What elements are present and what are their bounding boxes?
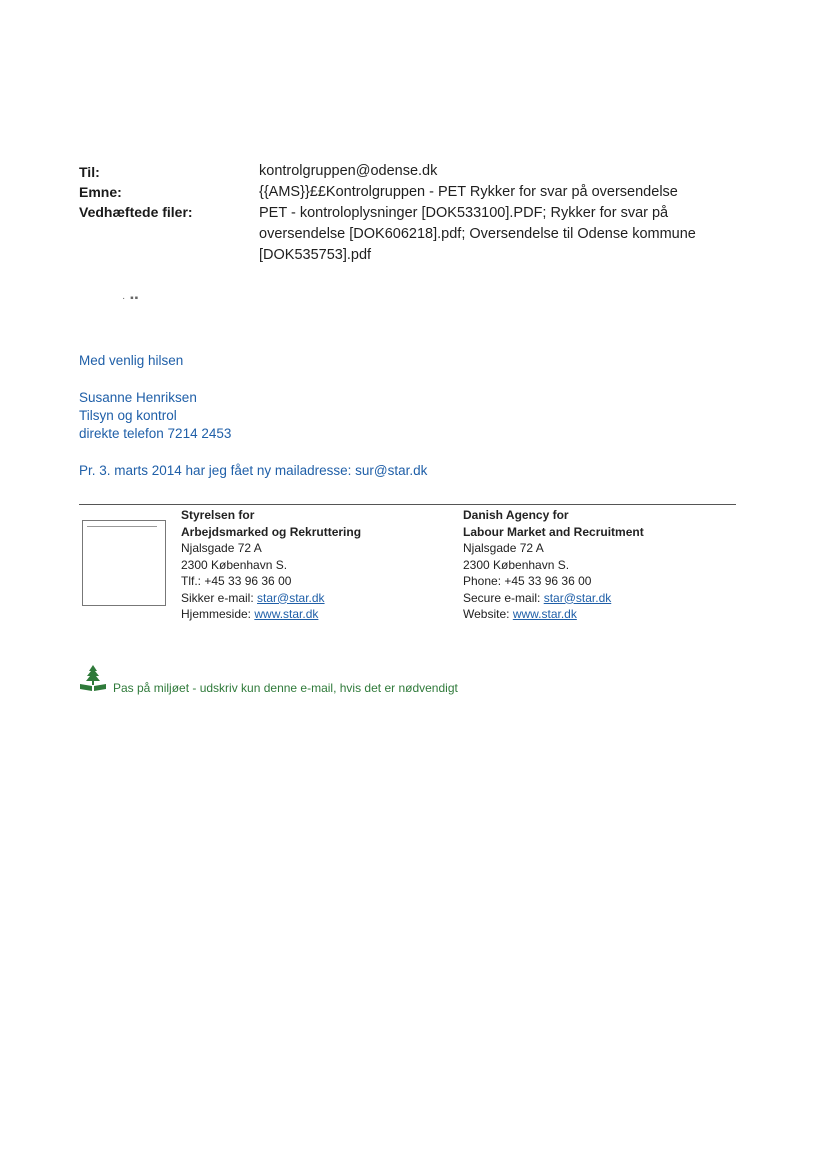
sig-en-web-label: Website: — [463, 607, 513, 621]
sig-da-street: Njalsgade 72 A — [181, 541, 262, 555]
attachment-line: PET - kontroloplysninger [DOK533100].PDF; Rykker for svar på — [259, 205, 669, 221]
sender-name: Susanne Henriksen — [79, 390, 197, 405]
sig-da-web-label: Hjemmeside: — [181, 607, 255, 621]
sig-da-web-row — [181, 606, 361, 623]
attachments-label: Vedhæftede filer: — [79, 204, 193, 220]
to-label: Til: — [79, 164, 100, 180]
sender-phone: direkte telefon 7214 2453 — [79, 426, 232, 441]
sig-da-phone: Tlf.: +45 33 96 36 00 — [181, 574, 292, 588]
signature-divider — [79, 504, 736, 505]
subject-label: Emne: — [79, 184, 122, 200]
sig-en-title2: Labour Market and Recruitment — [463, 524, 644, 539]
attachments-value — [259, 203, 729, 266]
agency-logo-placeholder — [82, 520, 166, 606]
signature-english — [463, 507, 644, 623]
sig-da-email-link[interactable]: star@star.dk — [257, 590, 325, 605]
sender-department: Tilsyn og kontrol — [79, 408, 177, 423]
sig-en-email-label: Secure e-mail: — [463, 590, 544, 605]
stray-marks: · ▪▪ — [122, 293, 140, 304]
mail-change-notice: Pr. 3. marts 2014 har jeg fået ny mailadresse: sur@star.dk — [79, 463, 428, 478]
sig-en-web-link[interactable]: www.star.dk — [512, 607, 577, 621]
sig-da-web-link[interactable]: www.star.dk — [254, 607, 319, 621]
sig-en-email-row — [463, 590, 644, 607]
eco-notice — [79, 664, 458, 697]
attachment-line: oversendelse [DOK606218].pdf; Oversendelse til Odense kommune — [259, 226, 696, 242]
sig-en-web-row — [463, 606, 644, 623]
tree-book-icon — [79, 664, 107, 697]
sig-en-city: 2300 København S. — [463, 557, 570, 572]
to-value: kontrolgruppen@odense.dk — [259, 163, 438, 179]
sig-en-phone: Phone: +45 33 96 36 00 — [463, 574, 592, 588]
sig-en-email-link[interactable]: star@star.dk — [543, 590, 612, 605]
eco-notice-text: Pas på miljøet - udskriv kun denne e-mail, hvis det er nødvendigt — [113, 681, 458, 695]
sig-da-email-label: Sikker e-mail: — [181, 590, 258, 605]
sig-da-city: 2300 København S. — [181, 557, 288, 572]
sig-da-email-row — [181, 590, 361, 607]
sig-en-title1: Danish Agency for — [463, 508, 569, 522]
greeting: Med venlig hilsen — [79, 353, 184, 368]
attachment-line: [DOK535753].pdf — [259, 247, 372, 263]
subject-value: {{AMS}}££Kontrolgruppen - PET Rykker for svar på oversendelse — [259, 184, 678, 200]
sig-en-street: Njalsgade 72 A — [463, 541, 544, 555]
sig-da-title1: Styrelsen for — [181, 508, 255, 522]
signature-danish — [181, 507, 361, 623]
sig-da-title2: Arbejdsmarked og Rekruttering — [181, 524, 362, 539]
